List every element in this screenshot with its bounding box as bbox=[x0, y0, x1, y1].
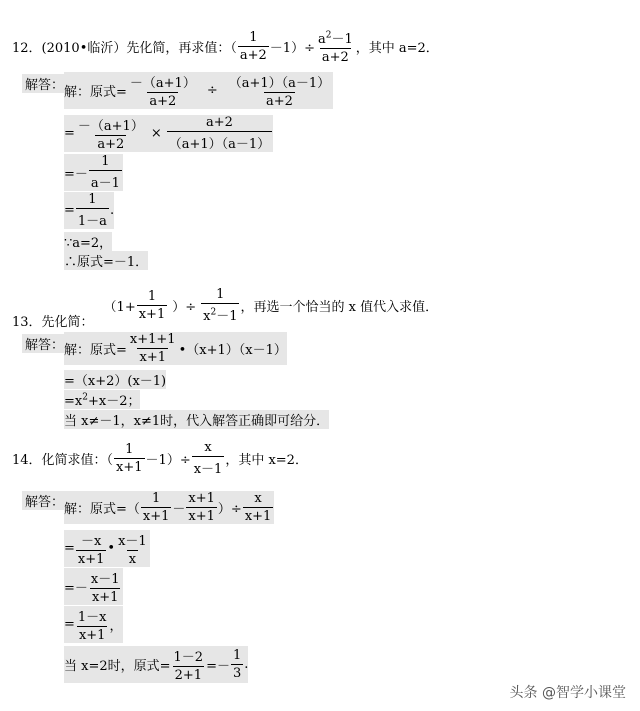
fraction: $\frac{x+1}{x+1}$ bbox=[188, 491, 215, 524]
problem-12-statement: 12．(2010•临沂）先化简，再求值：（ $\frac{1}{a+2}$ －1 ）÷ $\frac{a^2-1}{a+2}$ ，其中 a=2． bbox=[12, 30, 439, 65]
problem-13-statement: 13．先化简： （1+ $\frac{1}{x+1}$ ）÷ $\frac{1}{x^2-1}$ ，再选一个恰当的 x 值代入求值． bbox=[12, 287, 439, 330]
p13-step-2: =（x+2）(x－1) bbox=[64, 370, 166, 389]
fraction: $\frac{1}{x+1}$ bbox=[138, 289, 166, 322]
fraction: $\frac{x}{x-1}$ bbox=[193, 440, 223, 477]
fraction: $\frac{1}{a-1}$ bbox=[90, 154, 120, 191]
fraction: $\frac{1-2}{2+1}$ bbox=[173, 650, 204, 683]
fraction: $\frac{1-x}{x+1}$ bbox=[77, 610, 107, 643]
p14-step-2: = $\frac{-x}{x+1}$ • $\frac{x-1}{x}$ bbox=[64, 530, 150, 567]
problem-13-prefix: 13．先化简： bbox=[12, 315, 94, 330]
fraction: $\frac{1}{a+2}$ bbox=[239, 30, 267, 63]
p13-step-4: 当 x≠－1，x≠1时，代入解答正确即可给分． bbox=[64, 410, 329, 429]
fraction: $\frac{a^2-1}{a+2}$ bbox=[317, 30, 353, 65]
problem-14-prefix: 14．化简求值：（ bbox=[12, 453, 114, 468]
p14-step-3: =－ $\frac{x-1}{x+1}$ bbox=[64, 568, 123, 605]
p12-step-6: ∴原式=－1． bbox=[64, 251, 148, 270]
fraction: $\frac{1}{x+1}$ bbox=[116, 442, 143, 475]
fraction: $\frac{x+1+1}{x+1}$ bbox=[129, 332, 176, 365]
fraction: $\frac{-(a+1)}{a+2}$ bbox=[129, 76, 196, 109]
p13-step-3: $=x^2+x-2$； bbox=[64, 390, 140, 409]
p14-step-4: = $\frac{1-x}{x+1}$ ， bbox=[64, 606, 123, 643]
p12-step-5: ∵a=2， bbox=[64, 232, 112, 251]
p14-step-5: 当 x=2时，原式= $\frac{1-2}{2+1}$ =－ $\frac{1}{3}$ . bbox=[64, 648, 249, 683]
fraction: $\frac{1}{x+1}$ bbox=[142, 491, 170, 524]
fraction: $\frac{-x}{x+1}$ bbox=[77, 534, 105, 567]
fraction: $\frac{1}{1-a}$ bbox=[77, 192, 107, 229]
p12-step-4: = $\frac{1}{1-a}$ . bbox=[64, 192, 115, 229]
fraction: $\frac{x-1}{x}$ bbox=[118, 534, 147, 567]
fraction: $\frac{x}{x+1}$ bbox=[244, 491, 272, 524]
fraction: $\frac{1}{3}$ bbox=[232, 648, 242, 681]
p14-step-1: 解：原式=（ $\frac{1}{x+1}$ － $\frac{x+1}{x+1}$ ）÷ $\frac{x}{x+1}$ bbox=[64, 491, 274, 524]
answer-label: 解答： bbox=[22, 491, 67, 510]
watermark: 头条 @智学小课堂 bbox=[509, 685, 626, 701]
p13-step-1: 解：原式= $\frac{x+1+1}{x+1}$ •（x+1）（x－1） bbox=[64, 332, 287, 365]
p12-step-2: = $\frac{-(a+1)}{a+2}$ × $\frac{a+2}{(a+1)(a-1)}$ bbox=[64, 115, 273, 152]
problem-12-prefix: 12．(2010•临沂）先化简，再求值：（ bbox=[12, 41, 237, 56]
fraction: $\frac{x-1}{x+1}$ bbox=[90, 572, 120, 605]
answer-label: 解答： bbox=[22, 74, 67, 93]
fraction: $\frac{1}{x^2-1}$ bbox=[203, 287, 238, 324]
problem-14-statement: 14．化简求值：（ $\frac{1}{x+1}$ －1）÷ $\frac{x}{x-1}$ ，其中 x=2． bbox=[12, 440, 308, 477]
answer-label: 解答： bbox=[22, 334, 67, 353]
p12-step-3: =－ $\frac{1}{a-1}$ bbox=[64, 154, 123, 191]
p12-step-1: 解：原式= $\frac{-(a+1)}{a+2}$ ÷ $\frac{(a+1)(a-1)}{a+2}$ bbox=[64, 72, 333, 109]
fraction: $\frac{(a+1)(a-1)}{a+2}$ bbox=[228, 76, 331, 109]
fraction: $\frac{-(a+1)}{a+2}$ bbox=[77, 119, 144, 152]
fraction: $\frac{a+2}{(a+1)(a-1)}$ bbox=[168, 115, 271, 152]
